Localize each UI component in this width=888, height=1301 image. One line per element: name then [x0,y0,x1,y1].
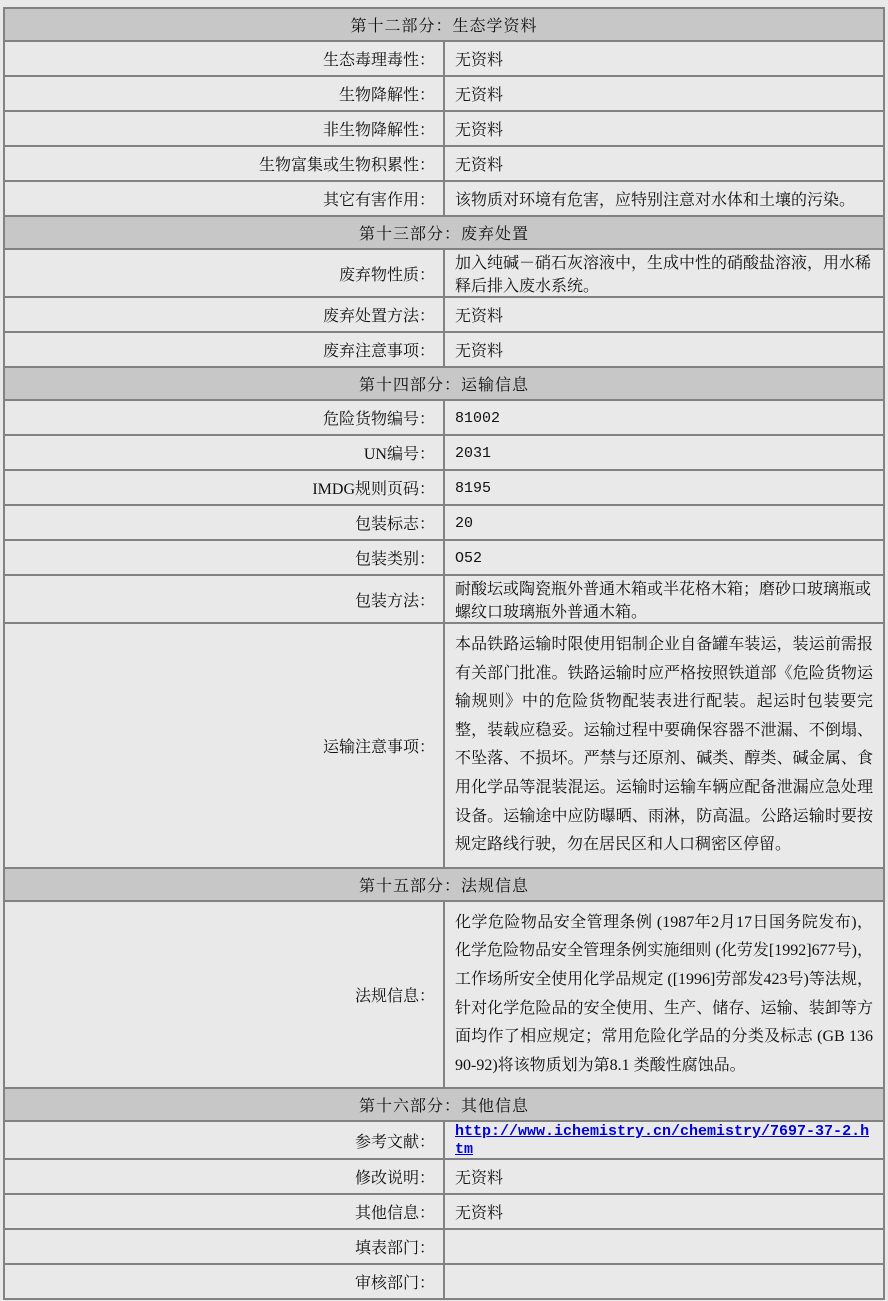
row-label: IMDG规则页码： [4,470,444,505]
row-value [444,332,884,367]
row-value-text: 无资料 [455,157,504,174]
table-row [4,146,884,181]
row-value [444,181,884,216]
table-row [4,470,884,505]
row-label: 包装类别： [4,540,444,575]
row-value [444,76,884,111]
row-value [444,540,884,575]
row-value [444,400,884,435]
table-row [4,297,884,332]
section-header-row [4,1088,884,1121]
section-header-row [4,8,884,41]
row-label: 生物降解性： [4,76,444,111]
row-value [444,1229,884,1264]
row-value-text: 化学危险物品安全管理条例 (1987年2月17日国务院发布)，化学危险物品安全管理条例实施细则 (化劳发[1992]677号)，工作场所安全使用化学品规定 ([1996]劳部发423号)等法规，针对化学危险品的安全使用、生产、储存、运输、装卸等方面均作了相应规定；常用危险化学品的分类及标志 (GB 13690-92)将该物质划为第8.1 类酸性腐蚀品。 [455,913,873,1074]
row-value-text: 无资料 [455,52,504,69]
row-value [444,111,884,146]
row-value-text: 加入纯碱－硝石灰溶液中，生成中性的硝酸盐溶液，用水稀释后排入废水系统。 [455,255,872,295]
row-value-text: 81002 [455,409,501,427]
row-value [444,901,884,1089]
row-value [444,623,884,868]
table-row [4,249,884,297]
table-row [4,41,884,76]
section-title: 第十三部分：废弃处置 [4,216,884,249]
row-label: 运输注意事项： [4,623,444,868]
row-value [444,1121,884,1159]
row-label: 非生物降解性： [4,111,444,146]
row-value-text: 无资料 [455,122,504,139]
row-label: 生态毒理毒性： [4,41,444,76]
row-label: 废弃注意事项： [4,332,444,367]
row-value-text: 该物质对环境有危害，应特别注意对水体和土壤的污染。 [455,192,856,209]
row-value [444,41,884,76]
row-label: 废弃物性质： [4,249,444,297]
table-row [4,1264,884,1299]
row-value [444,249,884,297]
table-row [4,111,884,146]
row-value-text: O52 [455,549,483,567]
row-label: 废弃处置方法： [4,297,444,332]
section-title: 第十五部分：法规信息 [4,868,884,901]
section-title: 第十六部分：其他信息 [4,1088,884,1121]
msds-table-body [4,8,884,1299]
row-label: 包装标志： [4,505,444,540]
row-value [444,575,884,623]
row-value [444,1194,884,1229]
table-row [4,1121,884,1159]
row-label: 其他信息： [4,1194,444,1229]
row-value-text: 无资料 [455,343,504,360]
row-label: 审核部门： [4,1264,444,1299]
table-row [4,1194,884,1229]
row-value-text: 无资料 [455,87,504,104]
row-label: 法规信息： [4,901,444,1089]
msds-table [3,7,885,1300]
row-label: UN编号： [4,435,444,470]
table-row [4,1159,884,1194]
row-value [444,505,884,540]
row-value [444,1159,884,1194]
section-title: 第十四部分：运输信息 [4,367,884,400]
table-row [4,435,884,470]
table-row [4,181,884,216]
row-value [444,470,884,505]
table-row [4,1229,884,1264]
table-row [4,623,884,868]
table-row [4,540,884,575]
row-label: 其它有害作用： [4,181,444,216]
row-value-text: 2031 [455,444,492,462]
row-label: 危险货物编号： [4,400,444,435]
row-value [444,1264,884,1299]
table-row [4,332,884,367]
table-row [4,76,884,111]
row-value-text: 20 [455,514,474,532]
row-value [444,435,884,470]
row-value-text: 无资料 [455,1205,504,1223]
row-value-text: 无资料 [455,308,504,325]
row-value [444,146,884,181]
table-row [4,505,884,540]
reference-link[interactable]: http://www.ichemistry.cn/chemistry/7697-37-2.htm [455,1123,870,1159]
row-value-text: 8195 [455,479,492,497]
row-value-text: 无资料 [455,1170,504,1188]
table-row [4,575,884,623]
row-label: 填表部门： [4,1229,444,1264]
row-label: 修改说明： [4,1159,444,1194]
row-label: 生物富集或生物积累性： [4,146,444,181]
row-value-text: 耐酸坛或陶瓷瓶外普通木箱或半花格木箱；磨砂口玻璃瓶或螺纹口玻璃瓶外普通木箱。 [455,581,872,621]
section-title: 第十二部分：生态学资料 [4,8,884,41]
row-value-text: 本品铁路运输时限使用铝制企业自备罐车装运，装运前需报有关部门批准。铁路运输时应严格按照铁道部《危险货物运输规则》中的危险货物配装表进行配装。起运时包装要完整，装载应稳妥。运输过程中要确保容器不泄漏、不倒塌、不坠落、不损坏。严禁与还原剂、碱类、醇类、碱金属、食用化学品等混装混运。运输时运输车辆应配备泄漏应急处理设备。运输途中应防曝晒、雨淋，防高温。公路运输时要按规定路线行驶，勿在居民区和人口稠密区停留。 [455,636,873,854]
row-label: 包装方法： [4,575,444,623]
section-header-row [4,216,884,249]
table-row [4,400,884,435]
row-value [444,297,884,332]
section-header-row [4,367,884,400]
section-header-row [4,868,884,901]
table-row [4,901,884,1089]
row-label: 参考文献： [4,1121,444,1159]
